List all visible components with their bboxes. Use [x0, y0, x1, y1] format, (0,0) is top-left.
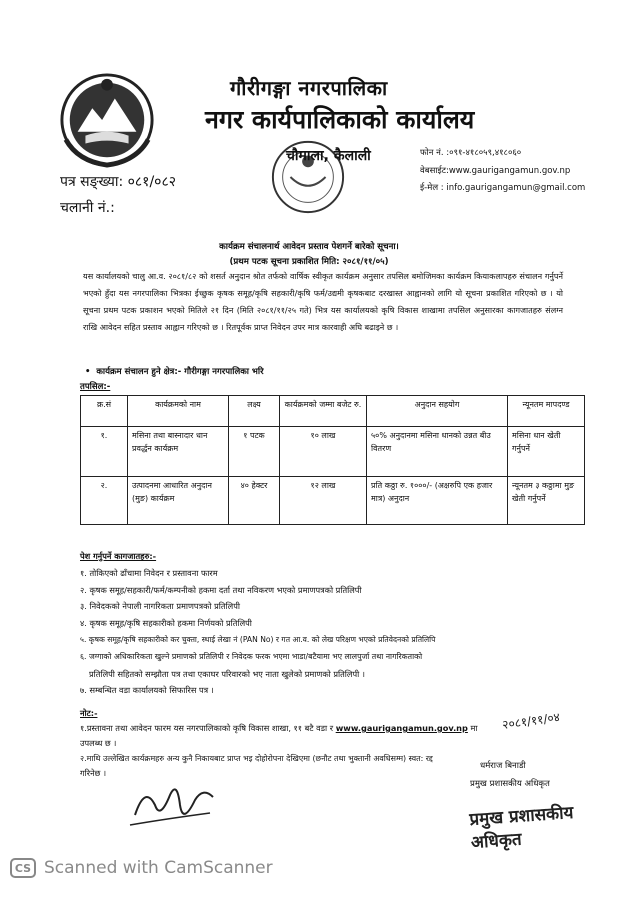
list-item: ५. कृषक समूह/कृषि सहकारीको कर चुक्ता, स्थाई लेखा नं (PAN No) र गत आ.व. को लेख परिक्षण भएको प्रतिवेदनको प्रतिलिपि — [80, 634, 436, 644]
table-cell: न्यूनतम ३ कठ्ठामा मुङ खेती गर्नुपर्ने — [508, 477, 585, 525]
program-area: • कार्यक्रम संचालन हुने क्षेत्र:- गौरीगङ्गा नगरपालिका भरि — [85, 367, 264, 377]
list-item: ३. निवेदकको नेपाली नागरिकता प्रमाणपत्रको प्रतिलिपी — [80, 601, 241, 612]
signature-icon — [125, 775, 220, 835]
office-location: चौमाला, कैलाली — [286, 148, 371, 164]
table-row — [81, 427, 585, 477]
handwritten-date: २०८१/११/०४ — [501, 710, 561, 732]
table-header: कार्यक्रमको जम्मा बजेट रु. — [280, 396, 367, 427]
nepal-emblem-icon — [58, 70, 156, 170]
notes-title: नोट:- — [80, 708, 98, 718]
table-header: लक्ष्य — [229, 396, 280, 427]
documents-title: पेश गर्नुपर्ने कागजातहरु:- — [80, 551, 157, 561]
list-item: ७. सम्बन्धित वडा कार्यालयको सिफारिस पत्र । — [80, 685, 214, 696]
note-2-line2: गरिनेछ । — [80, 768, 107, 778]
contact-phone: फोन नं. :०९१-४१८०५९,४१८०६० — [420, 148, 522, 158]
table-cell: १. — [81, 427, 128, 477]
table-cell: २. — [81, 477, 128, 525]
notice-body: यस कार्यालयको चालु आ.व. २०८१/८२ को शसर्त अनुदान श्रोत तर्फको वार्षिक स्वीकृत कार्यक्रम अनुसार तपसिल बमोजिमका कार्यक्रम कियाकलापहरु संचालन गर्नुपर्ने भएको हुँदा यस नगरपालिका भित्रका ईच्छुक कृषक समूह/कृषि सहकारी/कृषि फर्म/उद्यमी कृषकबाट दरखास्त आह्वानको लागि यो सूचना प्रकाशित गरिएको छ । यो सूचना प्रथम पटक प्रकाशन भएको मितिले २१ दिन (मिति २०८१/११/२५ गते) भित्र यस कार्यालयको कृषि विकास शाखामा तपसिल अनुसारका कागजातहरु संलग्न राखि आवेदन सहित प्रस्ताव आह्वान गरिएको छ । रितपूर्वक प्राप्त निवेदन उपर मात्र कारवाही अघि बढाइने छ । — [83, 271, 563, 332]
note-1-suffix: मा — [470, 723, 478, 733]
table-cell: प्रति कठ्ठा रु. १०००/- (अक्षरुपि एक हजार मात्र) अनुदान — [367, 477, 508, 525]
camscanner-text: Scanned with CamScanner — [44, 858, 273, 878]
designation-stamp: प्रमुख प्रशासकीय अधिकृत — [468, 802, 575, 854]
note-1-text: १.प्रस्तावना तथा आवेदन फारम यस नगरपालिकाको कृषि विकास शाखा, ११ बटै वडा र — [80, 723, 334, 733]
program-table — [80, 395, 585, 525]
table-header: अनुदान सहयोग — [367, 396, 508, 427]
table-cell: मसिना धान खेती गर्नुपर्ने — [508, 427, 585, 477]
table-cell: उत्पादनमा आधारित अनुदान (मुङ) कार्यक्रम — [128, 477, 229, 525]
list-item: १. तोकिएको ढाँचामा निवेदन र प्रस्तावना फारम — [80, 567, 218, 578]
notice-subtitle: (प्रथम पटक सूचना प्रकाशित मिति: २०८१/११/०५) — [229, 257, 389, 267]
note-1-line2: उपलब्ध छ । — [80, 738, 117, 748]
table-row — [81, 477, 585, 525]
camscanner-logo-icon: CS — [10, 858, 36, 878]
program-area-text: कार्यक्रम संचालन हुने क्षेत्र:- गौरीगङ्गा नगरपालिका भरि — [96, 367, 264, 377]
table-cell: ४० हेक्टर — [229, 477, 280, 525]
table-header-row — [81, 396, 585, 427]
list-item: ४. कृषक समूह/कृषि सहकारीको हकमा निर्णयको प्रतिलिपी — [80, 618, 252, 629]
table-header: कार्यक्रमको नाम — [128, 396, 229, 427]
table-cell: मसिना तथा बास्नादार धान प्रवर्द्धन कार्यक्रम — [128, 427, 229, 477]
signatory-designation: प्रमुख प्रशासकीय अधिकृत — [470, 779, 550, 789]
table-header: क्र.सं — [81, 396, 128, 427]
list-item: ६. जग्गाको अधिकारिकता खुल्ने प्रमाणको प्रतिलिपी र निवेदक फरक भएमा भाडा/बटैयामा भए लालपुर्जा तथा नागरिकताको — [80, 651, 423, 661]
table-cell: १ पटक — [229, 427, 280, 477]
list-item: २. कृषक समूह/सहकारी/फर्म/कम्पनीको हकमा दर्ता तथा नविकरण भएको प्रमाणपत्रको प्रतिलिपी — [80, 584, 362, 595]
table-cell: १० लाख — [280, 427, 367, 477]
table-cell: १२ लाख — [280, 477, 367, 525]
documents-list — [80, 548, 590, 699]
camscanner-watermark — [10, 858, 273, 878]
notice-title: कार्यक्रम संचालनार्थ आवेदन प्रस्ताव पेशगर्ने बारेको सूचना। — [219, 242, 399, 252]
list-item: प्रतिलिपी सहितको सम्झौता पत्र तथा एकाघर परिवारको भए नाता खुलेको प्रमाणको प्रतिलिपी । — [89, 668, 365, 679]
municipality-name: गौरीगङ्गा नगरपालिका — [230, 76, 388, 100]
signatory-name: धर्मराज बिनाडी — [480, 761, 526, 771]
website-link[interactable]: www.gaurigangamun.gov.np — [335, 723, 468, 733]
contact-website: वेबसाईट:www.gaurigangamun.gov.np — [420, 166, 571, 176]
reference-number: पत्र सङ्ख्या: ०८१/०८२ — [60, 174, 177, 190]
contact-email: ई-मेल : info.gaurigangamun@gmail.com — [420, 183, 586, 193]
dispatch-number: चलानी नं.: — [60, 200, 115, 216]
table-header: न्यूनतम मापदण्ड — [508, 396, 585, 427]
office-name: नगर कार्यपालिकाको कार्यालय — [205, 105, 475, 134]
note-2-text: २.माथि उल्लेखित कार्यक्रमहरु अन्य कुनै निकायबाट प्राप्त भइ दोहोरोपना देखिएमा (छनौट तथा भुक्तानी अवधिसम्म) स्वत: रद्द — [80, 754, 433, 763]
tapsil-label: तपसिल:- — [80, 382, 111, 392]
table-cell: ५०% अनुदानमा मसिना धानको उन्नत बीउ वितरण — [367, 427, 508, 477]
